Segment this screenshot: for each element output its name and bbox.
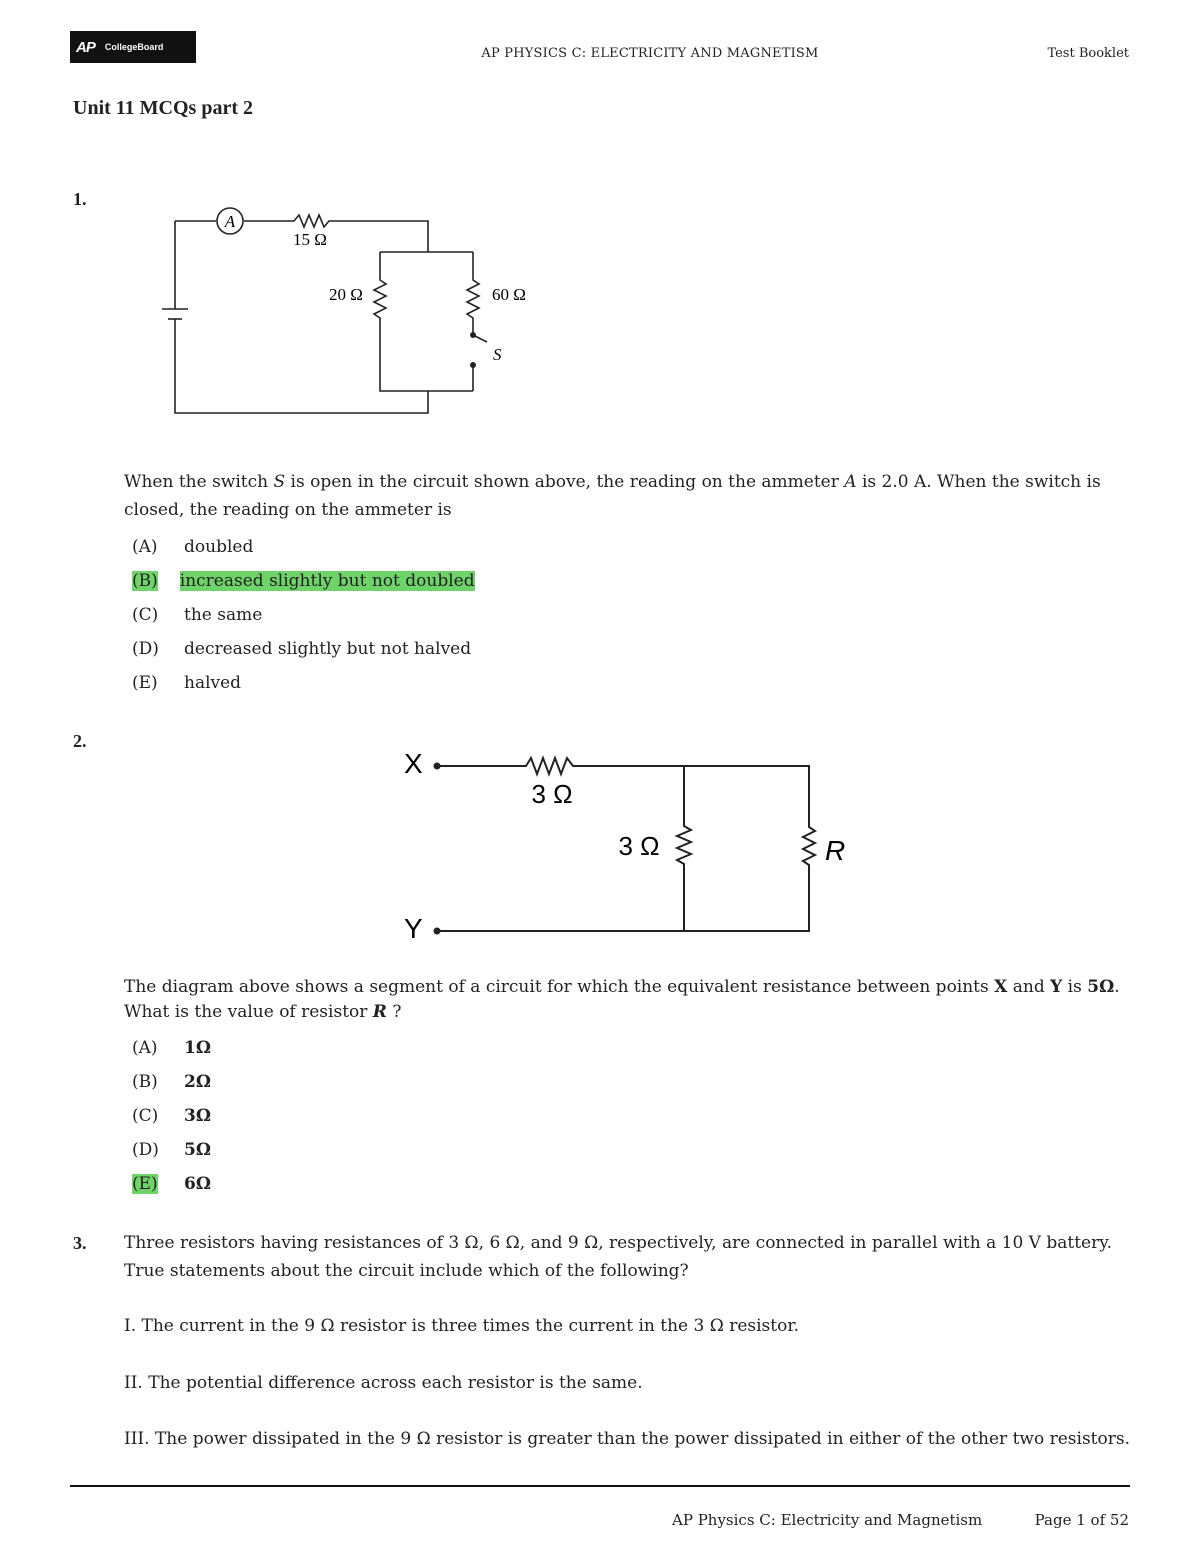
- question-2-choices: [124, 1031, 211, 1201]
- answer-choice-b[interactable]: (B) increased slightly but not doubled: [132, 571, 475, 591]
- correct-answer-highlight: (E): [132, 1174, 158, 1194]
- resistor-series-label: 3 Ω: [531, 779, 573, 809]
- resistor-r-label: R: [825, 835, 846, 866]
- terminal-y-dot: [434, 928, 441, 935]
- header-course-title: AP PHYSICS C: ELECTRICITY AND MAGNETISM: [481, 46, 819, 61]
- question-2-stem: The diagram above shows a segment of a circuit for which the equivalent resistance between points X and Y is 5Ω. What is the value of resistor R ?: [124, 977, 1120, 1022]
- footer-course-name: AP Physics C: Electricity and Magnetism: [672, 1511, 983, 1529]
- ammeter-label: A: [224, 212, 236, 231]
- switch-label: S: [493, 345, 502, 364]
- question-1-stem: When the switch S is open in the circuit shown above, the reading on the ammeter A is 2.0 A. When the switch is closed, the reading on the ammeter is: [124, 472, 1101, 520]
- answer-choice-b[interactable]: (B) 2Ω: [132, 1072, 211, 1092]
- answer-choice-d[interactable]: (D) 5Ω: [132, 1140, 211, 1160]
- answer-choice-a[interactable]: (A) doubled: [132, 537, 254, 557]
- page-number: Page 1 of 52: [1034, 1511, 1129, 1529]
- question-3-stem: Three resistors having resistances of 3 Ω, 6 Ω, and 9 Ω, respectively, are connected in parallel with a 10 V battery. True statements about the circuit include which of the following?: [124, 1233, 1112, 1281]
- statement-iii: III. The power dissipated in the 9 Ω resistor is greater than the power dissipated in either of the other two resistors.: [124, 1429, 1131, 1449]
- page-title: Unit 11 MCQs part 2: [73, 97, 253, 119]
- question-1-choices: [124, 530, 475, 700]
- correct-answer-highlight: (B): [132, 571, 158, 591]
- question-3-number: 3.: [73, 1233, 87, 1253]
- ammeter-var: A: [844, 472, 857, 492]
- resistor-60-label: 60 Ω: [492, 285, 526, 304]
- statement-i: I. The current in the 9 Ω resistor is three times the current in the 3 Ω resistor.: [124, 1316, 800, 1336]
- header-booklet-label: Test Booklet: [1047, 46, 1129, 61]
- footer-divider: [70, 1485, 1130, 1487]
- logo-ap-text: AP: [76, 38, 95, 56]
- logo-collegeboard-text: CollegeBoard: [104, 42, 164, 52]
- answer-choice-c[interactable]: (C) 3Ω: [132, 1106, 211, 1126]
- statement-ii: II. The potential difference across each resistor is the same.: [124, 1373, 643, 1393]
- question-2-circuit-diagram: [390, 740, 860, 950]
- answer-choice-e[interactable]: (E) 6Ω: [132, 1174, 211, 1194]
- terminal-y-label: Y: [404, 913, 423, 944]
- terminal-x-dot: [434, 763, 441, 770]
- terminal-x-label: X: [404, 748, 423, 779]
- answer-choice-d[interactable]: (D) decreased slightly but not halved: [132, 639, 472, 659]
- answer-choice-c[interactable]: (C) the same: [132, 605, 263, 625]
- question-1-number: 1.: [73, 189, 87, 209]
- question-2-number: 2.: [73, 731, 87, 751]
- resistor-20-label: 20 Ω: [329, 285, 363, 304]
- switch-var: S: [273, 472, 286, 492]
- answer-choice-a[interactable]: (A) 1Ω: [132, 1038, 211, 1058]
- answer-choice-e[interactable]: (E) halved: [132, 673, 242, 693]
- question-1-circuit-diagram: [150, 195, 570, 425]
- resistor-15-label: 15 Ω: [293, 230, 327, 249]
- resistor-parallel-label: 3 Ω: [618, 831, 660, 861]
